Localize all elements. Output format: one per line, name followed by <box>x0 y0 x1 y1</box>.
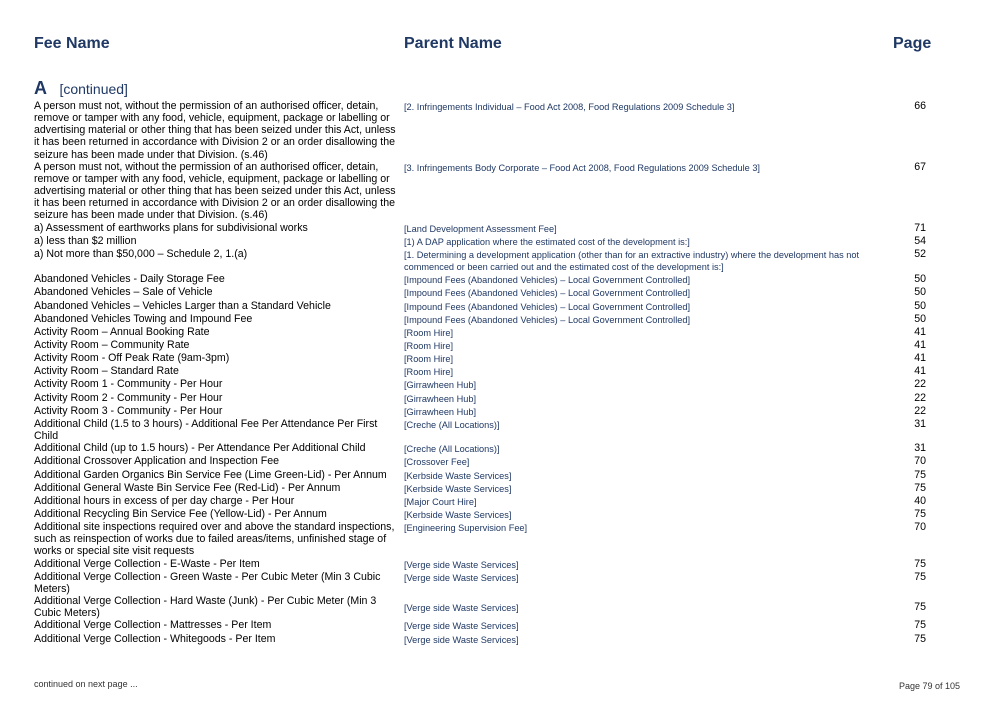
table-row <box>34 482 934 495</box>
page-number-cell: 31 <box>914 417 926 430</box>
column-header-parent-name: Parent Name <box>404 35 502 52</box>
table-row <box>34 495 934 508</box>
parent-name-cell: [Verge side Waste Services] <box>404 603 519 614</box>
page-number-cell: 75 <box>914 468 926 481</box>
fee-name-cell: Additional Verge Collection - Mattresses - Per Item <box>34 619 272 632</box>
table-row <box>34 521 934 557</box>
parent-name-cell: [Impound Fees (Abandoned Vehicles) – Local Government Controlled] <box>404 288 691 299</box>
fee-name-cell: Additional Verge Collection - Hard Waste (Junk) - Per Cubic Meter (Min 3 Cubic Meters) <box>34 595 377 620</box>
table-row <box>34 161 934 222</box>
page-number-cell: 22 <box>914 391 926 404</box>
parent-name-cell: [Room Hire] <box>404 340 454 351</box>
page-number-cell: 75 <box>914 508 926 520</box>
footer-page-number: Page 79 of 105 <box>898 681 960 691</box>
table-row <box>34 633 934 646</box>
fee-name-cell: Additional Crossover Application and Inspection Fee <box>34 455 279 468</box>
column-header-page: Page <box>893 35 932 52</box>
table-row <box>34 392 934 405</box>
fee-name-cell: Activity Room 3 - Community - Per Hour <box>34 404 223 417</box>
fee-name-cell: Activity Room – Community Rate <box>34 338 190 351</box>
parent-name-cell: [Engineering Supervision Fee] <box>404 523 528 534</box>
fee-name-cell: Additional Recycling Bin Service Fee (Yellow-Lid) - Per Annum <box>34 508 327 520</box>
page-number-cell: 41 <box>914 338 926 351</box>
page-number-cell: 50 <box>914 286 926 299</box>
page-number-cell: 31 <box>914 442 926 455</box>
page-number-cell: 41 <box>914 352 926 365</box>
parent-name-cell: [3. Infringements Body Corporate – Food Act 2008, Food Regulations 2009 Schedule 3] <box>404 162 760 173</box>
parent-name-cell: [Room Hire] <box>404 327 454 338</box>
parent-name-cell: [Girrawheen Hub] <box>404 380 477 391</box>
table-row <box>34 248 934 273</box>
page-number-cell: 22 <box>914 404 926 417</box>
parent-name-cell: [Impound Fees (Abandoned Vehicles) – Local Government Controlled] <box>404 314 691 325</box>
section-letter: A <box>34 78 47 98</box>
parent-name-cell: [1) A DAP application where the estimated cost of the development is:] <box>404 236 690 247</box>
page-number-cell: 67 <box>914 160 926 173</box>
parent-name-cell: [Crossover Fee] <box>404 457 470 468</box>
table-row <box>34 595 934 619</box>
fee-name-cell: a) Assessment of earthworks plans for subdivisional works <box>34 221 308 234</box>
fee-name-cell: Abandoned Vehicles – Vehicles Larger than a Standard Vehicle <box>34 299 331 312</box>
fee-name-cell: Additional Verge Collection - Whitegoods - Per Item <box>34 632 276 645</box>
page-number-cell: 41 <box>914 365 926 378</box>
table-row <box>34 418 934 442</box>
table-row <box>34 619 934 632</box>
page-number-cell: 22 <box>914 378 926 391</box>
parent-name-cell: [2. Infringements Individual – Food Act 2008, Food Regulations 2009 Schedule 3] <box>404 102 735 112</box>
fee-name-cell: Additional Verge Collection - E-Waste - Per Item <box>34 557 260 570</box>
parent-name-cell: [Room Hire] <box>404 354 454 365</box>
table-row <box>34 273 934 286</box>
parent-name-cell: [Kerbside Waste Services] <box>404 470 512 481</box>
table-row <box>34 571 934 595</box>
parent-name-cell: [Verge side Waste Services] <box>404 572 519 583</box>
fee-name-cell: Additional hours in excess of per day charge - Per Hour <box>34 494 295 507</box>
fee-name-cell: Activity Room – Annual Booking Rate <box>34 325 210 338</box>
page-number-cell: 41 <box>914 325 926 338</box>
table-row <box>34 300 934 313</box>
fee-name-cell: Additional Verge Collection - Green Waste - Per Cubic Meter (Min 3 Cubic Meters) <box>34 570 381 595</box>
footer-continued: continued on next page ... <box>34 679 138 689</box>
parent-name-cell: [Room Hire] <box>404 367 454 378</box>
fee-name-cell: Additional site inspections required over and above the standard inspections, such as reinspection of works due to failed areas/items, unfinished stage of works or special site visit requests <box>34 521 395 558</box>
table-row <box>34 339 934 352</box>
table-row <box>34 100 934 161</box>
table-row <box>34 469 934 482</box>
page-number-cell: 70 <box>914 455 926 468</box>
page-number-cell: 50 <box>914 312 926 325</box>
parent-name-cell: [Kerbside Waste Services] <box>404 510 512 520</box>
parent-name-cell: [Verge side Waste Services] <box>404 559 519 570</box>
parent-name-cell: [Girrawheen Hub] <box>404 406 477 417</box>
page-number-cell: 75 <box>914 570 926 583</box>
table-row <box>34 286 934 299</box>
parent-name-cell: [Major Court Hire] <box>404 496 477 507</box>
parent-name-cell: [Land Development Assessment Fee] <box>404 223 557 234</box>
page-number-cell: 50 <box>914 299 926 312</box>
fee-name-cell: A person must not, without the permission of an authorised officer, detain, remove or tamper with any food, vehicle, equipment, package or labelling or advertising material or other thing that has been seized under this Act, unless it has been returned in accordance with Division 2 or an order disallowing the seizure has been made under that Division. (s.46) <box>34 100 396 161</box>
page-number-cell: 52 <box>914 247 926 260</box>
page-number-cell: 75 <box>914 557 926 570</box>
table-row <box>34 352 934 365</box>
page-number-cell: 75 <box>914 632 926 645</box>
parent-name-cell: [Verge side Waste Services] <box>404 621 519 632</box>
fee-name-cell: Abandoned Vehicles - Daily Storage Fee <box>34 273 225 286</box>
table-row <box>34 405 934 418</box>
table-row <box>34 558 934 571</box>
parent-name-cell: [Verge side Waste Services] <box>404 634 519 645</box>
fee-name-cell: Activity Room – Standard Rate <box>34 365 179 378</box>
fee-table <box>34 100 934 646</box>
column-header-fee-name: Fee Name <box>34 35 110 52</box>
fee-name-cell: Abandoned Vehicles – Sale of Vehicle <box>34 286 213 299</box>
page-number-cell: 40 <box>914 494 926 507</box>
parent-name-cell: [Creche (All Locations)] <box>404 419 500 430</box>
table-row <box>34 313 934 326</box>
section-heading <box>34 78 128 99</box>
table-row <box>34 222 934 235</box>
page-number-cell: 66 <box>914 100 926 112</box>
page-number-cell: 75 <box>914 481 926 494</box>
parent-name-cell: [Impound Fees (Abandoned Vehicles) – Local Government Controlled] <box>404 275 691 286</box>
parent-name-cell: [1. Determining a development application (other than for an extractive industry) where the development has not commenced or been carried out and the estimated cost of the development is:] <box>404 249 860 273</box>
fee-name-cell: Activity Room 1 - Community - Per Hour <box>34 378 223 391</box>
page-number-cell: 71 <box>914 221 926 234</box>
fee-name-cell: Additional Garden Organics Bin Service Fee (Lime Green-Lid) - Per Annum <box>34 468 387 481</box>
table-row <box>34 508 934 521</box>
table-row <box>34 442 934 455</box>
fee-name-cell: A person must not, without the permission of an authorised officer, detain, remove or tamper with any food, vehicle, equipment, package or labelling or advertising material or other thing that has been seized under this Act, unless it has been returned in accordance with Division 2 or an order disallowing the seizure has been made under that Division. (s.46) <box>34 160 396 222</box>
fee-name-cell: a) less than $2 million <box>34 234 137 247</box>
page-number-cell: 75 <box>914 601 926 614</box>
table-row <box>34 326 934 339</box>
fee-name-cell: Activity Room 2 - Community - Per Hour <box>34 391 223 404</box>
table-row <box>34 235 934 248</box>
page-number-cell: 50 <box>914 273 926 286</box>
table-row <box>34 455 934 468</box>
fee-name-cell: Additional Child (up to 1.5 hours) - Per Attendance Per Additional Child <box>34 442 366 455</box>
table-row <box>34 365 934 378</box>
parent-name-cell: [Kerbside Waste Services] <box>404 483 512 494</box>
fee-name-cell: Additional General Waste Bin Service Fee (Red-Lid) - Per Annum <box>34 481 341 494</box>
parent-name-cell: [Girrawheen Hub] <box>404 393 477 404</box>
fee-name-cell: Abandoned Vehicles Towing and Impound Fee <box>34 312 253 325</box>
parent-name-cell: [Impound Fees (Abandoned Vehicles) – Local Government Controlled] <box>404 301 691 312</box>
page-number-cell: 70 <box>914 521 926 534</box>
fee-name-cell: a) Not more than $50,000 – Schedule 2, 1.(a) <box>34 247 248 260</box>
page-number-cell: 54 <box>914 234 926 247</box>
table-row <box>34 378 934 391</box>
fee-name-cell: Activity Room - Off Peak Rate (9am-3pm) <box>34 352 230 365</box>
section-continued: [continued] <box>59 81 128 97</box>
parent-name-cell: [Creche (All Locations)] <box>404 444 500 455</box>
fee-name-cell: Additional Child (1.5 to 3 hours) - Additional Fee Per Attendance Per First Child <box>34 417 378 443</box>
page-number-cell: 75 <box>914 619 926 632</box>
